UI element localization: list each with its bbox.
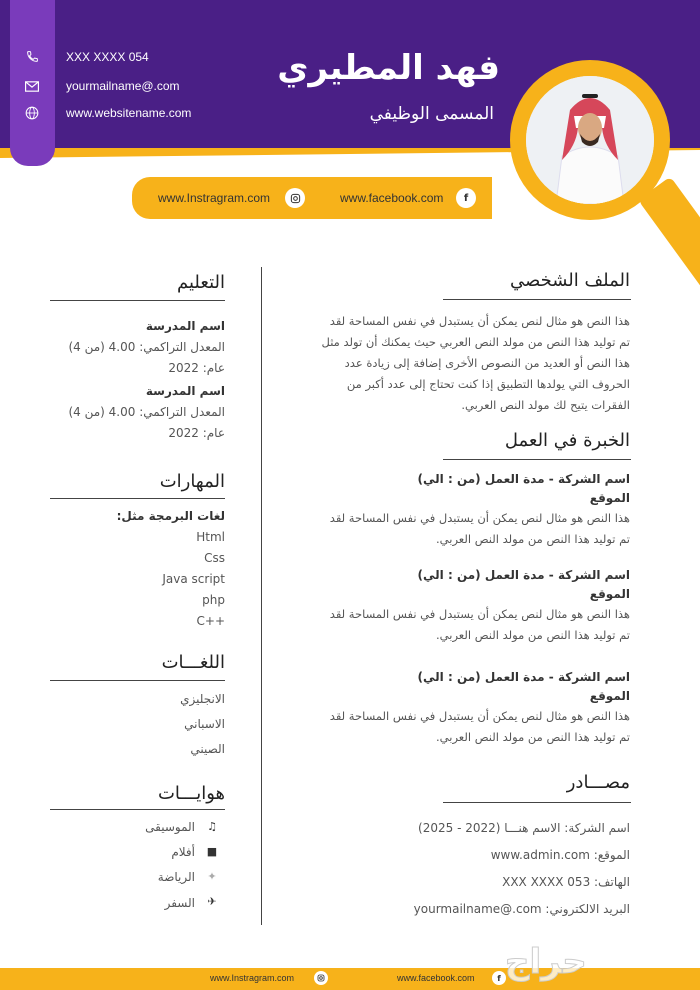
experience-item — [270, 668, 630, 748]
education-gpa: المعدل التراكمي: 4.00 (من 4) — [68, 340, 225, 354]
education-year: عام: 2022 — [168, 426, 225, 440]
footer-bar — [0, 968, 700, 990]
experience-location: الموقع — [589, 689, 630, 703]
references-list — [270, 815, 630, 923]
column-divider — [261, 267, 262, 925]
profile-line: الفقرات يتيح لك مولد النص العربي. — [461, 398, 630, 412]
music-icon: ♫ — [207, 820, 217, 833]
hobby-item: أفلام — [171, 845, 195, 859]
experience-company: اسم الشركة - مدة العمل (من : الي) — [417, 472, 630, 486]
profile-line: هذا النص هو مثال لنص يمكن أن يستبدل في نفس المساحة لقد — [329, 314, 630, 328]
reference-email: البريد الالكتروني: yourmailname@.com — [413, 902, 630, 916]
education-item — [25, 316, 225, 379]
facebook-icon: f — [456, 188, 476, 208]
skill-item: Html — [196, 530, 225, 544]
experience-location: الموقع — [589, 587, 630, 601]
instagram-icon — [285, 188, 305, 208]
skill-item: php — [202, 593, 225, 607]
hobby-item: السفر — [164, 896, 195, 910]
profile-rule — [443, 299, 631, 300]
instagram-link[interactable]: www.Instragram.com — [158, 191, 271, 205]
experience-item — [270, 470, 630, 550]
language-item: الاسباني — [184, 717, 225, 731]
profile-text — [270, 311, 630, 416]
profile-line: الحروف التي يولدها التطبيق إذا كنت تحتاج إلى عدد أكبر من — [346, 377, 630, 391]
sports-icon: ✦ — [207, 870, 217, 883]
magnifier-handle — [638, 176, 700, 321]
education-gpa: المعدل التراكمي: 4.00 (من 4) — [68, 405, 225, 419]
globe-icon — [18, 103, 46, 123]
experience-desc: هذا النص هو مثال لنص يمكن أن يستبدل في نفس المساحة لقد — [329, 709, 630, 723]
footer-instagram-link[interactable]: www.Instragram.com — [210, 973, 295, 983]
skills-list — [25, 506, 225, 632]
website-url[interactable]: www.websitename.com — [66, 106, 192, 120]
reference-site: الموقع: www.admin.com — [490, 848, 630, 862]
footer-facebook-icon: f — [492, 971, 506, 985]
hobby-item: الموسيقى — [145, 820, 195, 834]
education-rule — [50, 300, 225, 301]
experience-desc: تم توليد هذا النص من مولد النص العربي. — [436, 628, 630, 642]
person-name: فهد المطيري — [277, 48, 500, 88]
experience-location: الموقع — [589, 491, 630, 505]
skills-title: المهارات — [159, 471, 225, 492]
camera-icon: ■ — [206, 845, 218, 858]
skill-item: Java script — [162, 572, 225, 586]
education-title: التعليم — [177, 272, 225, 293]
email-address[interactable]: yourmailname@.com — [66, 79, 180, 93]
languages-rule — [50, 680, 225, 681]
reference-company: اسم الشركة: الاسم هنـــا (2022 - 2025) — [418, 821, 630, 835]
phone-icon — [18, 46, 46, 66]
watermark-logo: حراج — [505, 942, 587, 982]
skills-heading: لغات البرمجة مثل: — [116, 509, 225, 523]
experience-company: اسم الشركة - مدة العمل (من : الي) — [417, 670, 630, 684]
experience-item — [270, 566, 630, 646]
mail-icon — [18, 76, 46, 96]
skills-rule — [50, 498, 225, 499]
experience-desc: هذا النص هو مثال لنص يمكن أن يستبدل في نفس المساحة لقد — [329, 511, 630, 525]
profile-line: تم توليد هذا النص من مولد النص العربي حيث يمكنك أن تولد مثل — [321, 335, 630, 349]
skill-item: Css — [204, 551, 225, 565]
footer-facebook-link[interactable]: www.facebook.com — [397, 973, 475, 983]
phone-number: XXX XXXX 054 — [66, 50, 149, 64]
job-title: المسمى الوظيفي — [369, 104, 494, 124]
experience-rule — [443, 459, 631, 460]
hobbies-title: هوايـــات — [157, 783, 225, 804]
hobbies-rule — [50, 809, 225, 810]
languages-title: اللغـــات — [161, 652, 225, 673]
references-rule — [443, 802, 631, 803]
profile-line: هذا النص أو العديد من النصوص الأخرى إضافة إلى زيادة عدد — [344, 356, 630, 370]
facebook-link[interactable]: www.facebook.com — [340, 191, 444, 205]
education-school: اسم المدرسة — [145, 384, 225, 398]
skill-item: ++C — [196, 614, 225, 628]
profile-title: الملف الشخصي — [510, 270, 630, 291]
hobby-item: الرياضة — [157, 870, 195, 884]
language-item: الانجليزي — [180, 692, 225, 706]
profile-photo — [526, 76, 654, 204]
language-item: الصيني — [190, 742, 225, 756]
experience-company: اسم الشركة - مدة العمل (من : الي) — [417, 568, 630, 582]
plane-icon: ✈ — [207, 895, 217, 908]
experience-title: الخبرة في العمل — [504, 430, 630, 451]
education-year: عام: 2022 — [168, 361, 225, 375]
footer-instagram-icon — [314, 971, 328, 985]
languages-list — [25, 687, 225, 762]
experience-desc: تم توليد هذا النص من مولد النص العربي. — [436, 730, 630, 744]
experience-desc: تم توليد هذا النص من مولد النص العربي. — [436, 532, 630, 546]
references-title: مصـــادر — [566, 772, 630, 793]
reference-phone: الهاتف: 053 XXX XXXX — [502, 875, 630, 889]
education-school: اسم المدرسة — [145, 319, 225, 333]
experience-desc: هذا النص هو مثال لنص يمكن أن يستبدل في نفس المساحة لقد — [329, 607, 630, 621]
education-item — [25, 381, 225, 444]
